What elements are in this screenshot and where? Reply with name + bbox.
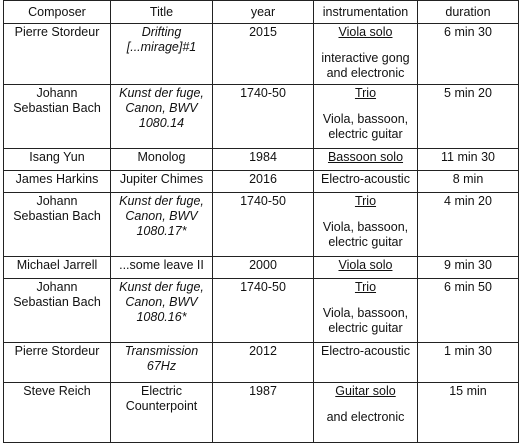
header-duration: duration xyxy=(418,1,519,24)
composer-line: Steve Reich xyxy=(23,384,91,398)
title-cell xyxy=(111,279,213,343)
table-row xyxy=(4,171,519,193)
composer-cell xyxy=(4,24,111,85)
composer-cell xyxy=(4,193,111,257)
instrumentation-cell xyxy=(314,343,418,383)
title-line: Electric xyxy=(141,384,182,398)
instrumentation-detail xyxy=(316,306,415,336)
instrumentation-cell xyxy=(314,85,418,149)
composer-line: Pierre Stordeur xyxy=(14,344,100,358)
table-body xyxy=(4,24,519,443)
table-row xyxy=(4,24,519,85)
table-row xyxy=(4,383,519,443)
year-cell: 1984 xyxy=(213,149,314,171)
title-line: Canon, BWV xyxy=(125,295,198,309)
instrumentation-lead: Viola solo xyxy=(338,258,393,272)
instrumentation-detail xyxy=(316,410,415,425)
title-line: Kunst der fuge, xyxy=(119,86,204,100)
instrumentation-detail xyxy=(316,112,415,142)
title-cell xyxy=(111,193,213,257)
title-cell xyxy=(111,383,213,443)
instrumentation-cell xyxy=(314,279,418,343)
table-row xyxy=(4,279,519,343)
header-title: Title xyxy=(111,1,213,24)
instrumentation-lead: Trio xyxy=(354,194,377,208)
title-line: Canon, BWV xyxy=(125,101,198,115)
instrumentation-detail-line: interactive gong xyxy=(321,51,410,65)
instrumentation-detail-line: Viola, bassoon, xyxy=(322,220,409,234)
instrumentation-lead: Viola solo xyxy=(338,25,393,39)
composer-line: Sebastian Bach xyxy=(13,101,101,115)
title-cell xyxy=(111,171,213,193)
instrumentation-detail xyxy=(316,51,415,81)
table-row xyxy=(4,193,519,257)
composer-cell xyxy=(4,279,111,343)
composer-cell xyxy=(4,149,111,171)
year-cell: 1740-50 xyxy=(213,193,314,257)
title-line: Drifting xyxy=(141,25,182,39)
title-cell xyxy=(111,85,213,149)
instrumentation-cell xyxy=(314,149,418,171)
composer-line: Michael Jarrell xyxy=(16,258,98,272)
duration-cell: 15 min xyxy=(418,383,519,443)
title-cell xyxy=(111,257,213,279)
table-row xyxy=(4,85,519,149)
title-line: ...some leave II xyxy=(119,258,204,272)
instrumentation-lead: Trio xyxy=(354,280,377,294)
instrumentation-cell xyxy=(314,171,418,193)
duration-cell: 4 min 20 xyxy=(418,193,519,257)
composer-line: Johann xyxy=(36,86,78,100)
header-instrumentation: instrumentation xyxy=(314,1,418,24)
composer-cell xyxy=(4,343,111,383)
year-cell: 1987 xyxy=(213,383,314,443)
composer-cell xyxy=(4,383,111,443)
year-cell: 1740-50 xyxy=(213,279,314,343)
year-cell: 2015 xyxy=(213,24,314,85)
instrumentation-detail-line: Viola, bassoon, xyxy=(322,112,409,126)
header-row xyxy=(4,1,519,24)
duration-cell: 5 min 20 xyxy=(418,85,519,149)
composer-line: Pierre Stordeur xyxy=(14,25,100,39)
header-year: year xyxy=(213,1,314,24)
table-row xyxy=(4,343,519,383)
title-cell xyxy=(111,24,213,85)
instrumentation-detail xyxy=(316,220,415,250)
duration-cell: 11 min 30 xyxy=(418,149,519,171)
title-line: Kunst der fuge, xyxy=(119,194,204,208)
year-cell: 2000 xyxy=(213,257,314,279)
composer-cell xyxy=(4,85,111,149)
instrumentation-lead: Trio xyxy=(354,86,377,100)
duration-cell: 1 min 30 xyxy=(418,343,519,383)
composer-cell xyxy=(4,171,111,193)
title-line: 1080.14 xyxy=(138,116,185,130)
composer-line: Isang Yun xyxy=(29,150,85,164)
table-row xyxy=(4,149,519,171)
duration-cell: 8 min xyxy=(418,171,519,193)
title-line: 1080.16* xyxy=(136,310,187,324)
title-line: Monolog xyxy=(137,150,186,164)
table-row xyxy=(4,257,519,279)
title-line: Kunst der fuge, xyxy=(119,280,204,294)
composer-cell xyxy=(4,257,111,279)
composer-line: Sebastian Bach xyxy=(13,295,101,309)
instrumentation-detail-line: electric guitar xyxy=(328,235,403,249)
instrumentation-cell xyxy=(314,24,418,85)
title-cell xyxy=(111,149,213,171)
title-line: 1080.17* xyxy=(136,224,187,238)
instrumentation-lead: Bassoon solo xyxy=(327,150,404,164)
instrumentation-cell xyxy=(314,257,418,279)
duration-cell: 6 min 50 xyxy=(418,279,519,343)
title-line: [...mirage]#1 xyxy=(126,40,197,54)
composer-line: James Harkins xyxy=(15,172,99,186)
year-cell: 2016 xyxy=(213,171,314,193)
composer-line: Johann xyxy=(36,280,78,294)
duration-cell: 9 min 30 xyxy=(418,257,519,279)
year-cell: 2012 xyxy=(213,343,314,383)
header-composer: Composer xyxy=(4,1,111,24)
duration-cell: 6 min 30 xyxy=(418,24,519,85)
year-cell: 1740-50 xyxy=(213,85,314,149)
instrumentation-cell xyxy=(314,193,418,257)
title-line: Canon, BWV xyxy=(125,209,198,223)
composer-line: Sebastian Bach xyxy=(13,209,101,223)
title-line: 67Hz xyxy=(146,359,177,373)
composer-line: Johann xyxy=(36,194,78,208)
instrumentation-lead: Electro-acoustic xyxy=(321,172,410,186)
instrumentation-cell xyxy=(314,383,418,443)
title-line: Jupiter Chimes xyxy=(119,172,204,186)
instrumentation-detail-line: electric guitar xyxy=(328,321,403,335)
instrumentation-lead: Electro-acoustic xyxy=(321,344,410,358)
instrumentation-detail-line: electric guitar xyxy=(328,127,403,141)
program-table xyxy=(3,0,519,443)
instrumentation-lead: Guitar solo xyxy=(335,384,396,398)
instrumentation-detail-line: Viola, bassoon, xyxy=(322,306,409,320)
title-line: Transmission xyxy=(124,344,199,358)
title-line: Counterpoint xyxy=(125,399,198,413)
title-cell xyxy=(111,343,213,383)
instrumentation-detail-line: and electronic xyxy=(326,66,405,80)
instrumentation-detail-line: and electronic xyxy=(326,410,405,424)
